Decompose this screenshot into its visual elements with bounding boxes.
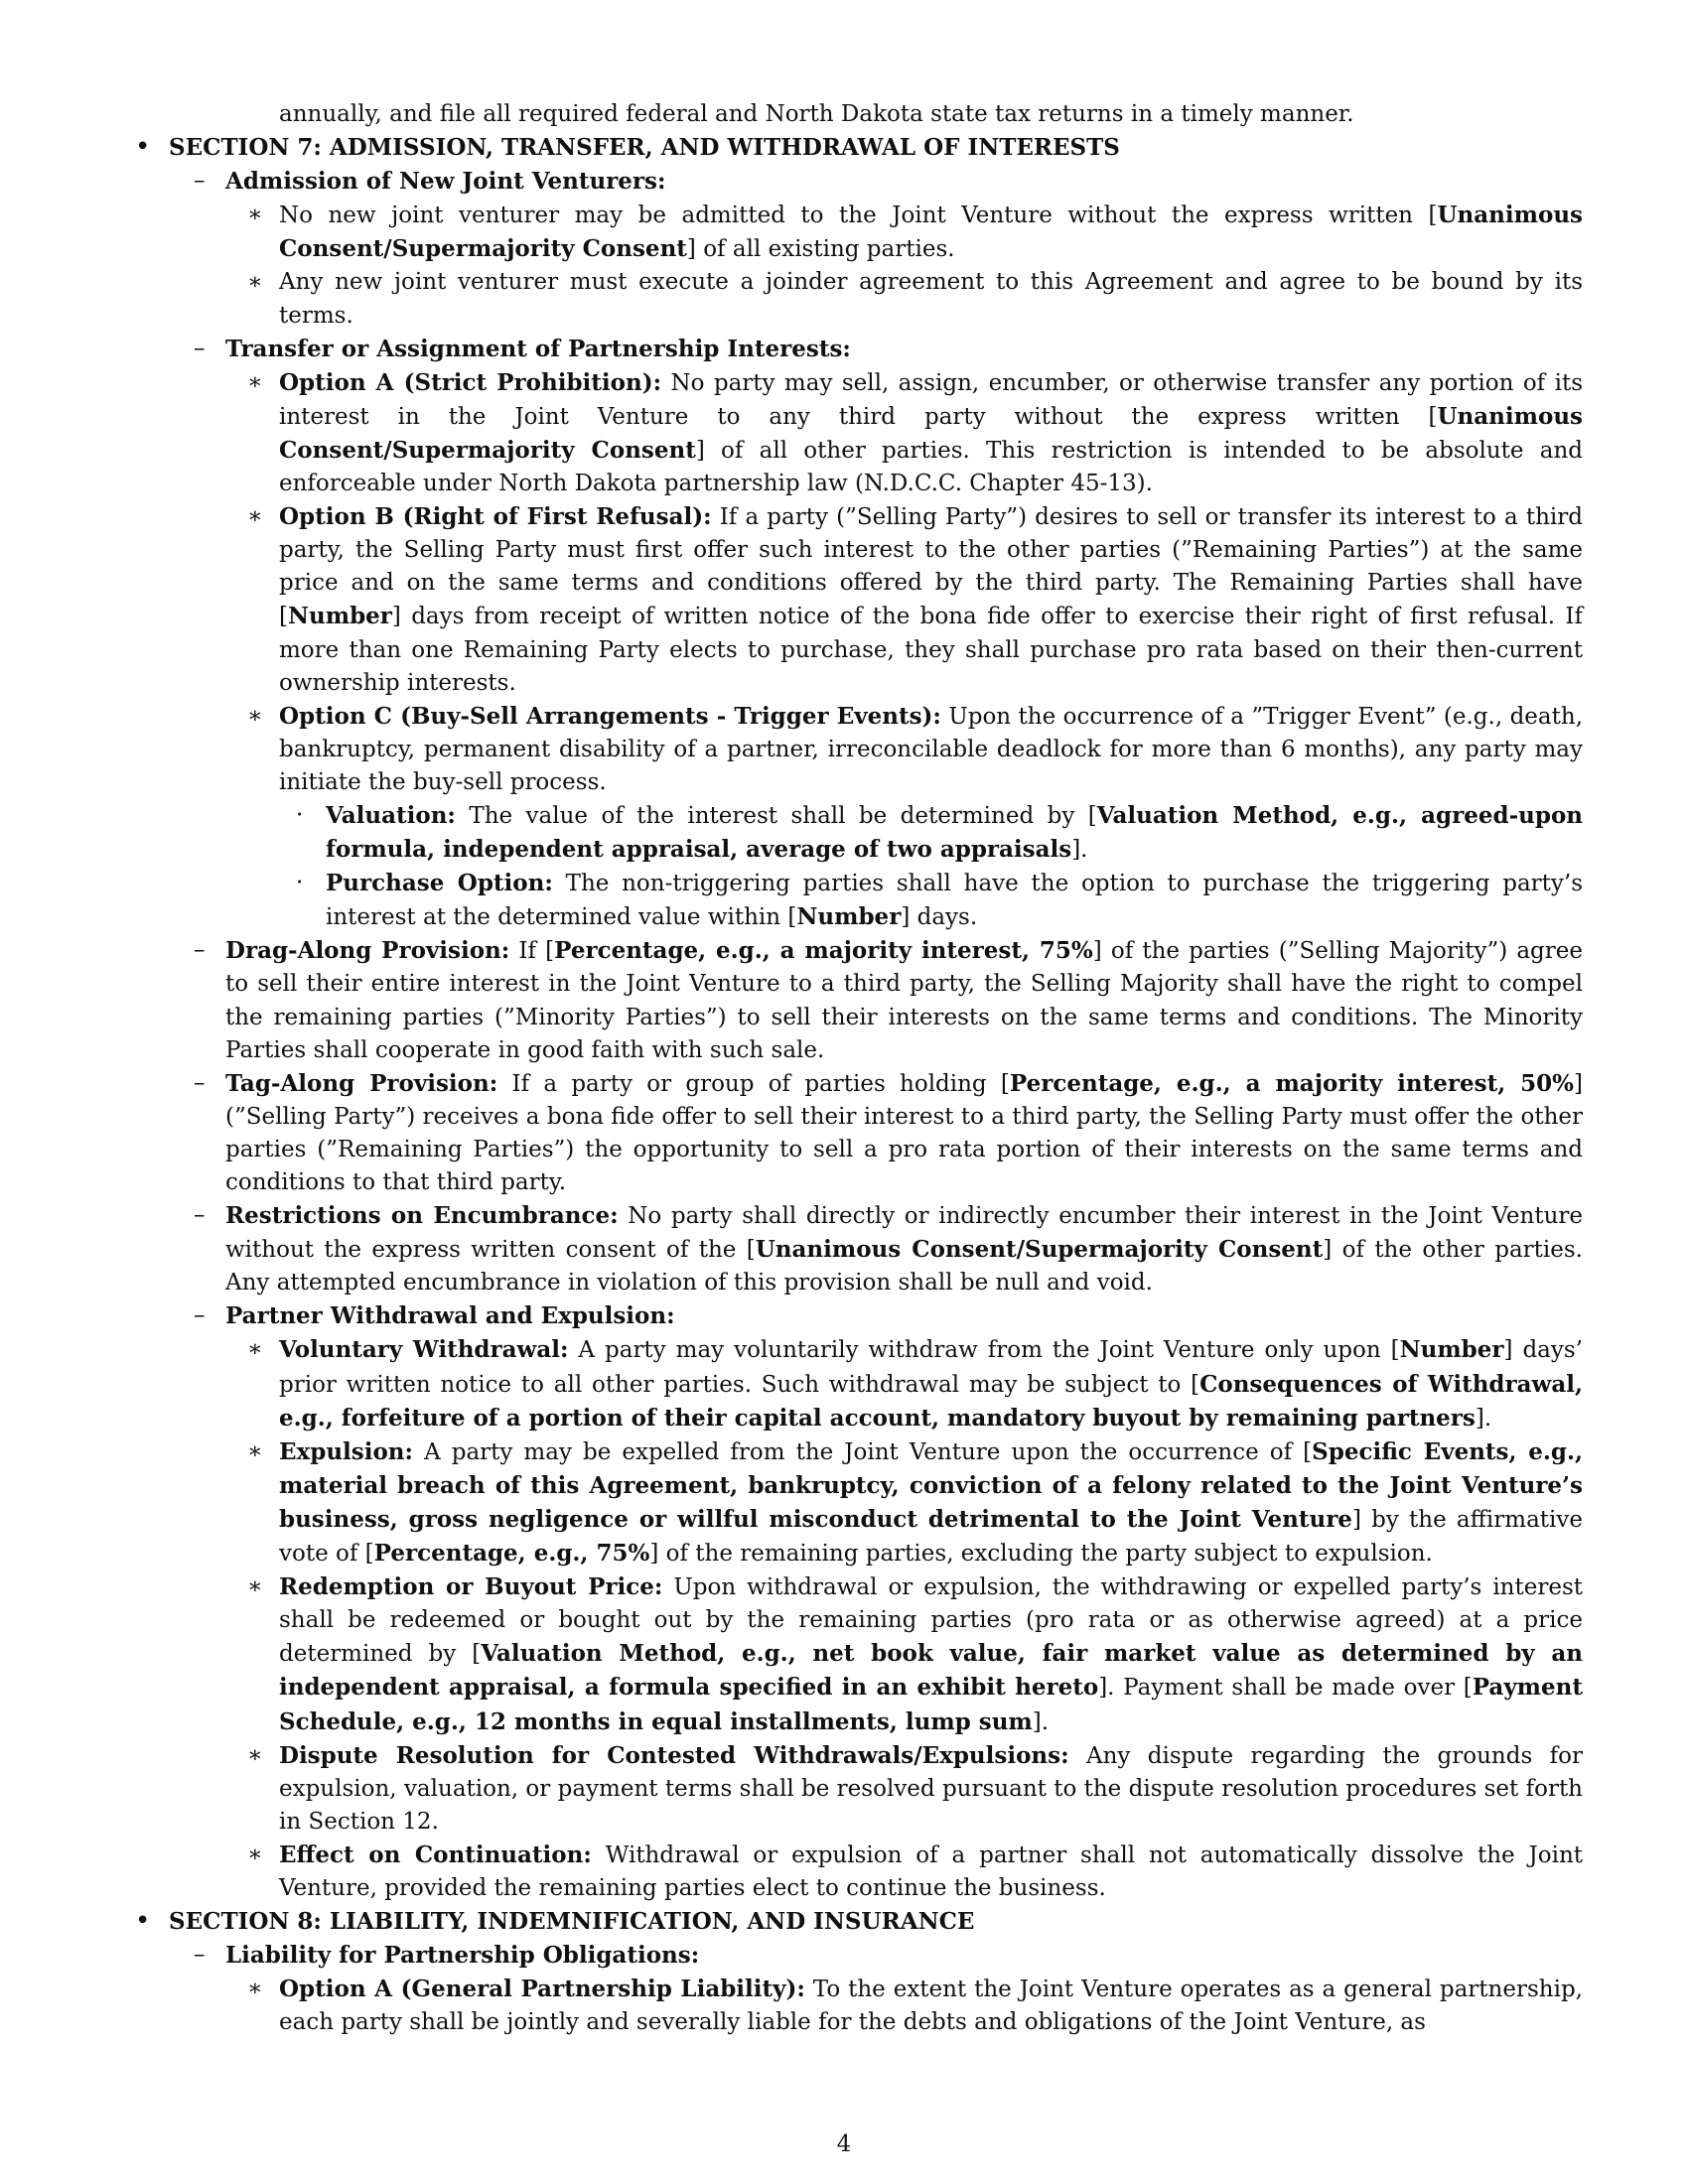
placeholder-text: Specific Events, e.g., material breach of this Agreement, bankruptcy, conviction of a felony related to the Joint Venture’s business, gross negligence or willful misconduct detrimental to the Joint Venture xyxy=(279,1437,1583,1533)
list-item xyxy=(129,199,1583,266)
placeholder-text: Number xyxy=(796,903,902,931)
item-title: Effect on Continuation: xyxy=(279,1841,592,1868)
item-title: Restrictions on Encumbrance: xyxy=(225,1202,619,1230)
subsection-title: Liability for Partnership Obligations: xyxy=(225,1942,700,1970)
dash-marker: – xyxy=(194,1302,206,1329)
text: To the extent the Joint Venture operates as a general partnership, each party shall be jointly and severally liable for the debts and obligations of the Joint Venture, as xyxy=(279,1977,1583,2036)
text: Upon the occurrence of a ”Trigger Event” (e.g., death, bankruptcy, permanent disability of a partner, irreconcilable deadlock for more than 6 months), any party may initiate the buy-sell process. xyxy=(279,703,1583,795)
text: The non-triggering parties shall have the option to purchase the triggering party’s interest at the determined value within [ xyxy=(326,871,1583,931)
text: annually, and file all required federal and North Dakota state tax returns in a timely manner. xyxy=(279,101,1354,127)
text: If a party (”Selling Party”) desires to sell or transfer its interest to a third party, the Selling Party must first offer such interest to the other parties (”Remaining Parties”) at the same price and on the same terms and conditions offered by the third party. The Remaining Parties shall have [ xyxy=(279,504,1583,630)
text: No new joint venturer may be admitted to the Joint Venture without the express written [ xyxy=(279,203,1438,229)
dot-marker: · xyxy=(296,801,304,828)
text: A party may voluntarily withdraw from the Joint Venture only upon [ xyxy=(568,1337,1400,1364)
option-b-item xyxy=(129,500,1583,700)
expulsion-item xyxy=(129,1435,1583,1570)
voluntary-withdrawal-item xyxy=(129,1333,1583,1434)
continuation-item xyxy=(129,1839,1583,1905)
subsection-title: Transfer or Assignment of Partnership Interests: xyxy=(225,335,851,362)
text: Withdrawal or expulsion of a partner shall not automatically dissolve the Joint Venture, provided the remaining parties elect to continue the business. xyxy=(279,1842,1583,1901)
text: No party may sell, assign, encumber, or otherwise transfer any portion of its interest in the Joint Venture to any third party without the express written [ xyxy=(279,369,1583,430)
text: ] days’ prior written notice to all other parties. Such withdrawal may be subject to [ xyxy=(279,1337,1583,1398)
text: ] of the other parties. Any attempted encumbrance in violation of this provision shall be null and void. xyxy=(225,1237,1583,1297)
redemption-item xyxy=(129,1570,1583,1738)
withdrawal-heading xyxy=(129,1299,1583,1333)
star-marker: ∗ xyxy=(247,1841,263,1867)
text: If [ xyxy=(509,938,555,965)
text: ] of all other parties. This restriction is intended to be absolute and enforceable under North Dakota partnership law (N.D.C.C. Chapter 45-13). xyxy=(279,437,1583,497)
continued-paragraph xyxy=(129,98,1583,131)
item-title: Redemption or Buyout Price: xyxy=(279,1573,663,1601)
star-marker: ∗ xyxy=(247,1976,263,2002)
subsection-title: Partner Withdrawal and Expulsion: xyxy=(225,1302,675,1330)
item-title: Purchase Option: xyxy=(326,870,553,897)
dash-marker: – xyxy=(194,1942,206,1969)
text: ] of the remaining parties, excluding the party subject to expulsion. xyxy=(649,1541,1433,1568)
star-marker: ∗ xyxy=(247,1573,263,1600)
list-item xyxy=(129,266,1583,332)
dash-marker: – xyxy=(194,168,206,195)
placeholder-text: Number xyxy=(1399,1336,1504,1364)
bullet-marker: • xyxy=(135,1906,151,1937)
option-c-item xyxy=(129,700,1583,799)
dispute-resolution-item xyxy=(129,1739,1583,1839)
dash-marker: – xyxy=(194,335,206,361)
tag-along-item xyxy=(129,1067,1583,1199)
text: ]. xyxy=(1032,1708,1050,1735)
text: ] days. xyxy=(901,904,978,931)
page-number: 4 xyxy=(836,2131,852,2157)
placeholder-text: Percentage, e.g., a majority interest, 75% xyxy=(554,937,1093,965)
valuation-item xyxy=(129,799,1583,867)
encumbrance-item xyxy=(129,1199,1583,1299)
text: ] days from receipt of written notice of the bona fide offer to exercise their right of first refusal. If more than one Remaining Party elects to purchase, they shall purchase pro rata based on their then-current ownership interests. xyxy=(279,604,1583,696)
item-title: Drag-Along Provision: xyxy=(225,937,510,965)
placeholder-text: Unanimous Consent/Supermajority Consent xyxy=(755,1236,1324,1264)
section-7-heading xyxy=(129,131,1583,165)
text: Any dispute regarding the grounds for expulsion, valuation, or payment terms shall be resolved pursuant to the dispute resolution procedures set forth in Section 12. xyxy=(279,1742,1583,1835)
item-title: Tag-Along Provision: xyxy=(225,1069,498,1097)
text: If a party or group of parties holding [ xyxy=(497,1070,1010,1097)
text: A party may be expelled from the Joint Venture upon the occurrence of [ xyxy=(413,1438,1313,1465)
star-marker: ∗ xyxy=(247,702,263,729)
item-title: Expulsion: xyxy=(279,1437,414,1465)
dot-marker: · xyxy=(296,870,304,896)
section-8-heading xyxy=(129,1905,1583,1939)
dash-marker: – xyxy=(194,937,206,964)
placeholder-text: Payment Schedule, e.g., 12 months in equal installments, lump sum xyxy=(279,1674,1583,1735)
text: The value of the interest shall be determined by [ xyxy=(455,802,1097,829)
admission-heading xyxy=(129,165,1583,199)
option-a-item xyxy=(129,366,1583,500)
subsection-title: Admission of New Joint Venturers: xyxy=(225,168,666,196)
star-marker: ∗ xyxy=(247,503,263,530)
drag-along-item xyxy=(129,934,1583,1066)
placeholder-text: Unanimous Consent/Supermajority Consent xyxy=(279,402,1583,464)
item-title: Valuation: xyxy=(326,801,456,829)
text: ] (”Selling Party”) receives a bona fide offer to sell their interest to a third party, the Selling Party must offer the other parties (”Remaining Parties”) the opportunity to sell a pro rata portion of their interests on the same terms and conditions to that third party. xyxy=(225,1070,1583,1195)
section-title: SECTION 8: LIABILITY, INDEMNIFICATION, AND INSURANCE xyxy=(169,1908,975,1936)
section-title: SECTION 7: ADMISSION, TRANSFER, AND WITHDRAWAL OF INTERESTS xyxy=(169,134,1120,162)
bullet-marker: • xyxy=(135,132,151,163)
placeholder-text: Percentage, e.g., 75% xyxy=(373,1540,650,1568)
purchase-option-item xyxy=(129,867,1583,934)
text: ] by the affirmative vote of [ xyxy=(279,1506,1584,1568)
text: ]. xyxy=(1475,1405,1492,1432)
item-title: Option A (General Partnership Liability): xyxy=(279,1976,805,2003)
star-marker: ∗ xyxy=(247,269,263,296)
text: ] of all existing parties. xyxy=(686,236,955,263)
item-title: Option B (Right of First Refusal): xyxy=(279,503,712,531)
star-marker: ∗ xyxy=(247,368,263,395)
placeholder-text: Unanimous Consent/Supermajority Consent xyxy=(279,202,1583,263)
star-marker: ∗ xyxy=(247,1437,263,1464)
liability-heading xyxy=(129,1939,1583,1973)
placeholder-text: Valuation Method, e.g., agreed-upon formula, independent appraisal, average of two appraisals xyxy=(326,801,1584,864)
text: No party shall directly or indirectly encumber their interest in the Joint Venture without the express written consent of the [ xyxy=(225,1203,1583,1264)
star-marker: ∗ xyxy=(247,1336,263,1363)
placeholder-text: Percentage, e.g., a majority interest, 50% xyxy=(1009,1069,1575,1097)
general-partnership-item xyxy=(129,1973,1583,2039)
placeholder-text: Number xyxy=(287,603,392,630)
placeholder-text: Valuation Method, e.g., net book value, fair market value as determined by an independent appraisal, a formula specified in an exhibit hereto xyxy=(279,1640,1583,1702)
item-title: Dispute Resolution for Contested Withdrawals/Expulsions: xyxy=(279,1741,1069,1769)
star-marker: ∗ xyxy=(247,1741,263,1768)
transfer-heading xyxy=(129,333,1583,366)
dash-marker: – xyxy=(194,1202,206,1229)
star-marker: ∗ xyxy=(247,202,263,228)
text: Any new joint venturer must execute a joinder agreement to this Agreement and agree to be bound by its terms. xyxy=(279,269,1583,329)
text: ]. xyxy=(1071,837,1088,864)
document-body xyxy=(129,98,1583,2039)
text: ]. Payment shall be made over [ xyxy=(1098,1675,1473,1702)
item-title: Option A (Strict Prohibition): xyxy=(279,368,662,396)
item-title: Voluntary Withdrawal: xyxy=(279,1336,569,1364)
placeholder-text: Consequences of Withdrawal, e.g., forfeiture of a portion of their capital account, mandatory buyout by remaining partners xyxy=(279,1370,1583,1432)
item-title: Option C (Buy-Sell Arrangements - Trigger Events): xyxy=(279,702,941,730)
text: Upon withdrawal or expulsion, the withdrawing or expelled party’s interest shall be redeemed or bought out by the remaining parties (pro rata or as otherwise agreed) at a price determined by [ xyxy=(279,1574,1583,1668)
text: ] of the parties (”Selling Majority”) agree to sell their entire interest in the Joint Venture to a third party, the Selling Majority shall have the right to compel the remaining parties (”Minority Parties”) to sell their interests on the same terms and conditions. The Minority Parties shall cooperate in good faith with such sale. xyxy=(225,938,1583,1063)
dash-marker: – xyxy=(194,1069,206,1096)
